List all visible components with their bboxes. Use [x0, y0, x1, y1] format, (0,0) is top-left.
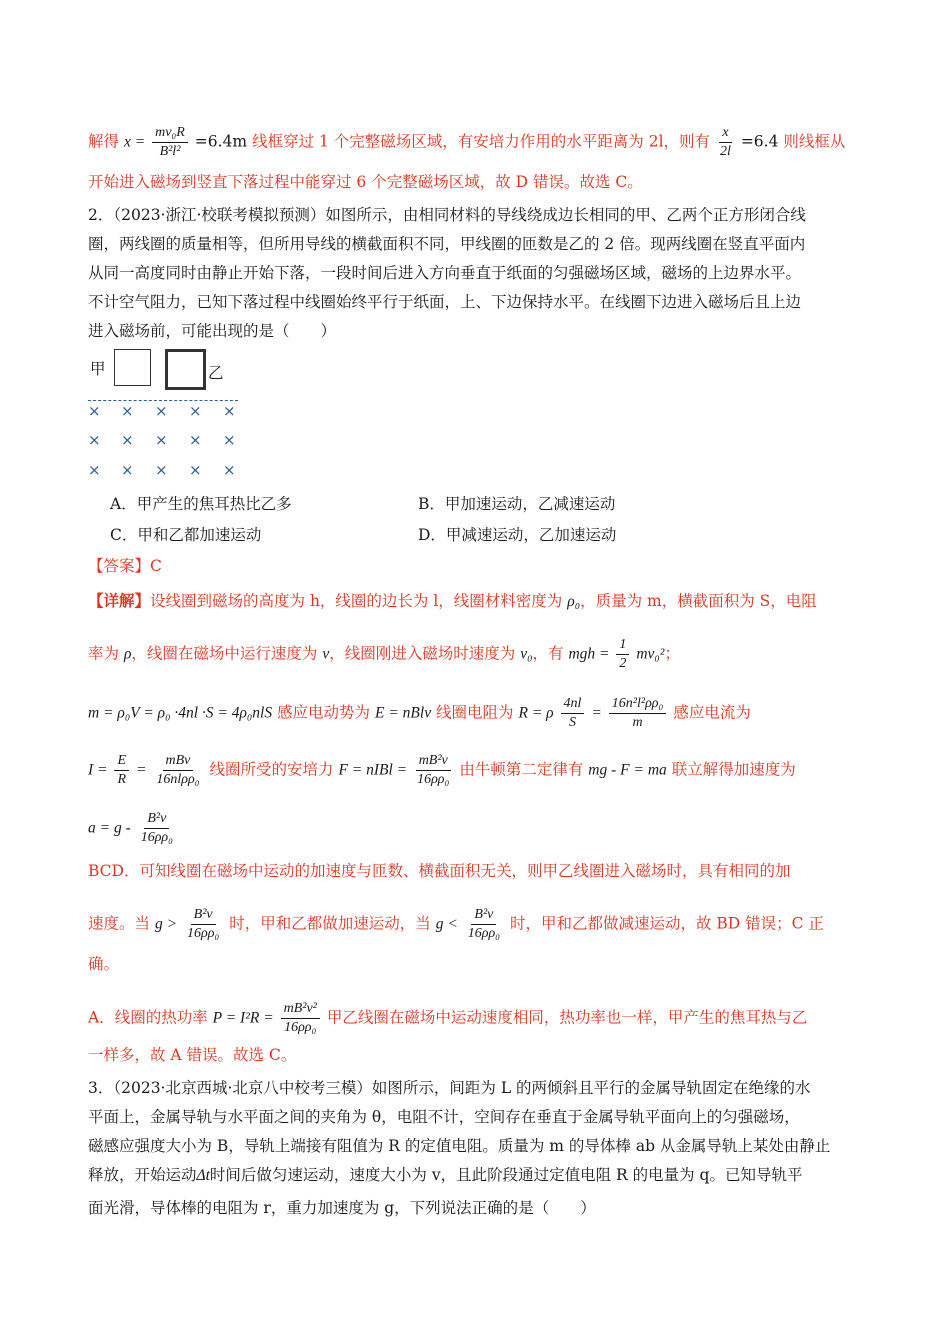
field-cross-icon: × — [88, 461, 101, 479]
field-cross-icon: × — [121, 461, 134, 479]
text: ，有 — [532, 644, 564, 663]
fraction: $\frac{\text{B²v}}{\text{16ρρ₀}}$ — [467, 907, 501, 941]
formula: I = — [88, 761, 108, 779]
field-cross-icon: × — [189, 431, 202, 449]
formula: g < — [435, 915, 458, 933]
text: 甲乙线圈在磁场中运动速度相同，热功率也一样，甲产生的焦耳热与乙 — [326, 1008, 808, 1027]
detail-line-9 — [88, 1000, 807, 1037]
coil-jia — [114, 349, 151, 386]
text: A．线圈的热功率 — [88, 1008, 208, 1027]
text: 速度。当 — [88, 914, 151, 933]
formula: R = ρ — [518, 704, 554, 722]
detail-line-3 — [88, 695, 751, 732]
formula: F = nIBl = — [338, 761, 408, 779]
symbol: ρ₀ — [567, 593, 581, 610]
text: 线圈电阻为 — [436, 703, 514, 722]
answer-value: C — [150, 557, 162, 575]
text: 时，甲和乙都做加速运动，当 — [229, 914, 431, 933]
value: =6.4 — [740, 132, 779, 151]
fraction: $\frac{\text{mBv}}{\text{16nlρρ₀}}$ — [156, 753, 200, 787]
text: 时间后做匀速运动，速度大小为 v，且此阶段通过定值电阻 R 的电量为 q。已知导轨平 — [209, 1166, 803, 1184]
symbol: v₀ — [520, 645, 533, 663]
field-cross-icon: × — [189, 461, 202, 479]
detail-line-2 — [88, 636, 680, 673]
formula: g > — [154, 915, 178, 933]
field-cross-icon: × — [155, 402, 168, 420]
question-2-line-4: 不计空气阻力，已知下落过程中线圈始终平行于纸面，上、下边保持水平。在线圈下边进入磁场后且上边 — [88, 293, 802, 311]
label-jia: 甲 — [90, 360, 106, 378]
text: 线框穿过 1 个完整磁场区域，有安培力作用的水平距离为 2l，则有 — [252, 132, 711, 151]
field-cross-icon: × — [223, 402, 236, 420]
field-cross-icon: × — [223, 461, 236, 479]
answer-line — [88, 555, 162, 577]
text: ，线圈刚进入磁场时速度为 — [329, 644, 516, 663]
fraction: $\frac{4nl}{S}$ — [561, 695, 585, 732]
formula: a = g - — [88, 819, 131, 837]
symbol: v — [322, 645, 330, 663]
formula: x = — [123, 133, 146, 151]
fraction: $\frac{\text{mv₀R}}{\text{B²l²}}$ — [152, 124, 188, 161]
field-cross-icon: × — [155, 461, 168, 479]
formula: = — [591, 704, 602, 722]
text: 率为 — [88, 644, 120, 663]
text: 解得 — [88, 132, 120, 151]
option-c: C．甲和乙都加速运动 — [110, 526, 262, 544]
field-cross-icon: × — [223, 431, 236, 449]
formula: mv₀² — [636, 645, 665, 663]
formula: E = nBlv — [375, 704, 432, 722]
detail-line-6: BCD．可知线圈在磁场中运动的加速度与匝数、横截面积无关，则甲乙线圈进入磁场时，具有相同的加 — [88, 862, 791, 880]
detail-line-1 — [88, 590, 817, 613]
detail-line-4 — [88, 752, 796, 789]
fraction: $\frac{\text{mB²v²}}{\text{16ρρ₀}}$ — [281, 1000, 320, 1037]
question-2-line-1: 2．（2023·浙江·校联考模拟预测）如图所示，由相同材料的导线绕成边长相同的甲、乙两个正方形闭合线 — [88, 206, 806, 224]
fraction: $\frac{E}{R}$ — [114, 752, 129, 789]
fraction: $\frac{\text{mB²v}}{\text{16ρρ₀}}$ — [417, 753, 450, 787]
text: 则线框从 — [783, 132, 846, 151]
question-3-line-5: 面光滑，导体棒的电阻为 r，重力加速度为 g，下列说法正确的是（ ） — [88, 1199, 596, 1217]
text: ，质量为 m，横截面积为 S，电阻 — [580, 592, 817, 610]
field-cross-icon: × — [88, 431, 101, 449]
fraction: $\frac{\text{B²v}}{\text{16ρρ₀}}$ — [186, 907, 220, 941]
text: 由牛顿第二定律有 — [459, 760, 584, 779]
fraction: $\frac{1}{2}$ — [616, 636, 629, 673]
fraction: $\frac{x}{2l}$ — [719, 125, 731, 159]
coil-yi — [165, 349, 206, 390]
formula: P = I²R = — [212, 1009, 274, 1027]
formula: m = ρ₀V = ρ₀ ·4nl ·S = 4ρ₀nlS — [88, 704, 273, 722]
text: 感应电动势为 — [277, 703, 371, 722]
field-cross-icon: × — [88, 402, 101, 420]
option-d: D．甲减速运动，乙加速运动 — [418, 526, 617, 544]
question-2-line-2: 圈，两线圈的质量相等，但所用导线的横截面积不同，甲线圈的匝数是乙的 2 倍。现两线圈在竖直平面内 — [88, 235, 806, 253]
solution-line-1 — [88, 124, 845, 161]
field-cross-icon: × — [189, 402, 202, 420]
question-3-line-2: 平面上，金属导轨与水平面之间的夹角为 θ，电阻不计，空间存在垂直于金属导轨平面向上的匀强磁场， — [88, 1108, 800, 1126]
solution-line-2: 开始进入磁场到竖直下落过程中能穿过 6 个完整磁场区域，故 D 错误。故选 C。 — [88, 173, 643, 191]
detail-line-7 — [88, 906, 824, 943]
value: =6.4m — [194, 132, 248, 151]
fraction: $\frac{\text{16n²l²ρρ₀}}{m}$ — [609, 695, 667, 732]
detail-line-5 — [88, 810, 178, 847]
field-cross-icon: × — [121, 402, 134, 420]
question-2-line-5: 进入磁场前，可能出现的是（ ） — [88, 322, 337, 340]
question-3-line-4 — [88, 1164, 802, 1187]
detail-label: 【详解】 — [88, 591, 151, 610]
field-cross-icon: × — [121, 431, 134, 449]
text: ，线圈在磁场中运行速度为 — [131, 644, 318, 663]
fraction: $\frac{\text{B²v}}{\text{16ρρ₀}}$ — [140, 811, 173, 845]
text: 联立解得加速度为 — [671, 760, 796, 779]
symbol: Δt — [196, 1167, 210, 1184]
field-cross-icon: × — [155, 431, 168, 449]
option-b: B．甲加速运动，乙减速运动 — [418, 495, 616, 513]
detail-line-10: 一样多，故 A 错误。故选 C。 — [88, 1046, 297, 1064]
option-a: A．甲产生的焦耳热比乙多 — [110, 495, 292, 513]
question-3-line-1: 3．（2023·北京西城·北京八中校考三模）如图所示，间距为 L 的两倾斜且平行的金属导轨固定在绝缘的水 — [88, 1079, 811, 1097]
detail-line-8: 确。 — [88, 955, 120, 973]
text: 感应电流为 — [673, 703, 751, 722]
answer-label: 【答案】 — [88, 557, 151, 575]
field-boundary — [88, 400, 238, 401]
text: 设线圈到磁场的高度为 h，线圈的边长为 l，线圈材料密度为 — [150, 592, 563, 610]
question-3-line-3: 磁感应强度大小为 B，导轨上端接有阻值为 R 的定值电阻。质量为 m 的导体棒 ab 从金属导轨上某处由静止 — [88, 1137, 831, 1155]
symbol: ρ — [123, 645, 132, 663]
formula: mgh = — [568, 645, 610, 663]
formula: = — [135, 761, 147, 779]
question-2-line-3: 从同一高度同时由静止开始下落，一段时间后进入方向垂直于纸面的匀强磁场区域，磁场的上边界水平。 — [88, 264, 802, 282]
text: 释放，开始运动 — [88, 1166, 197, 1184]
formula: mg - F = ma — [588, 761, 667, 779]
text: 线圈所受的安培力 — [209, 760, 334, 779]
text: ； — [664, 644, 680, 663]
label-yi: 乙 — [208, 364, 224, 382]
text: 时，甲和乙都做减速运动，故 BD 错误；C 正 — [509, 914, 824, 933]
